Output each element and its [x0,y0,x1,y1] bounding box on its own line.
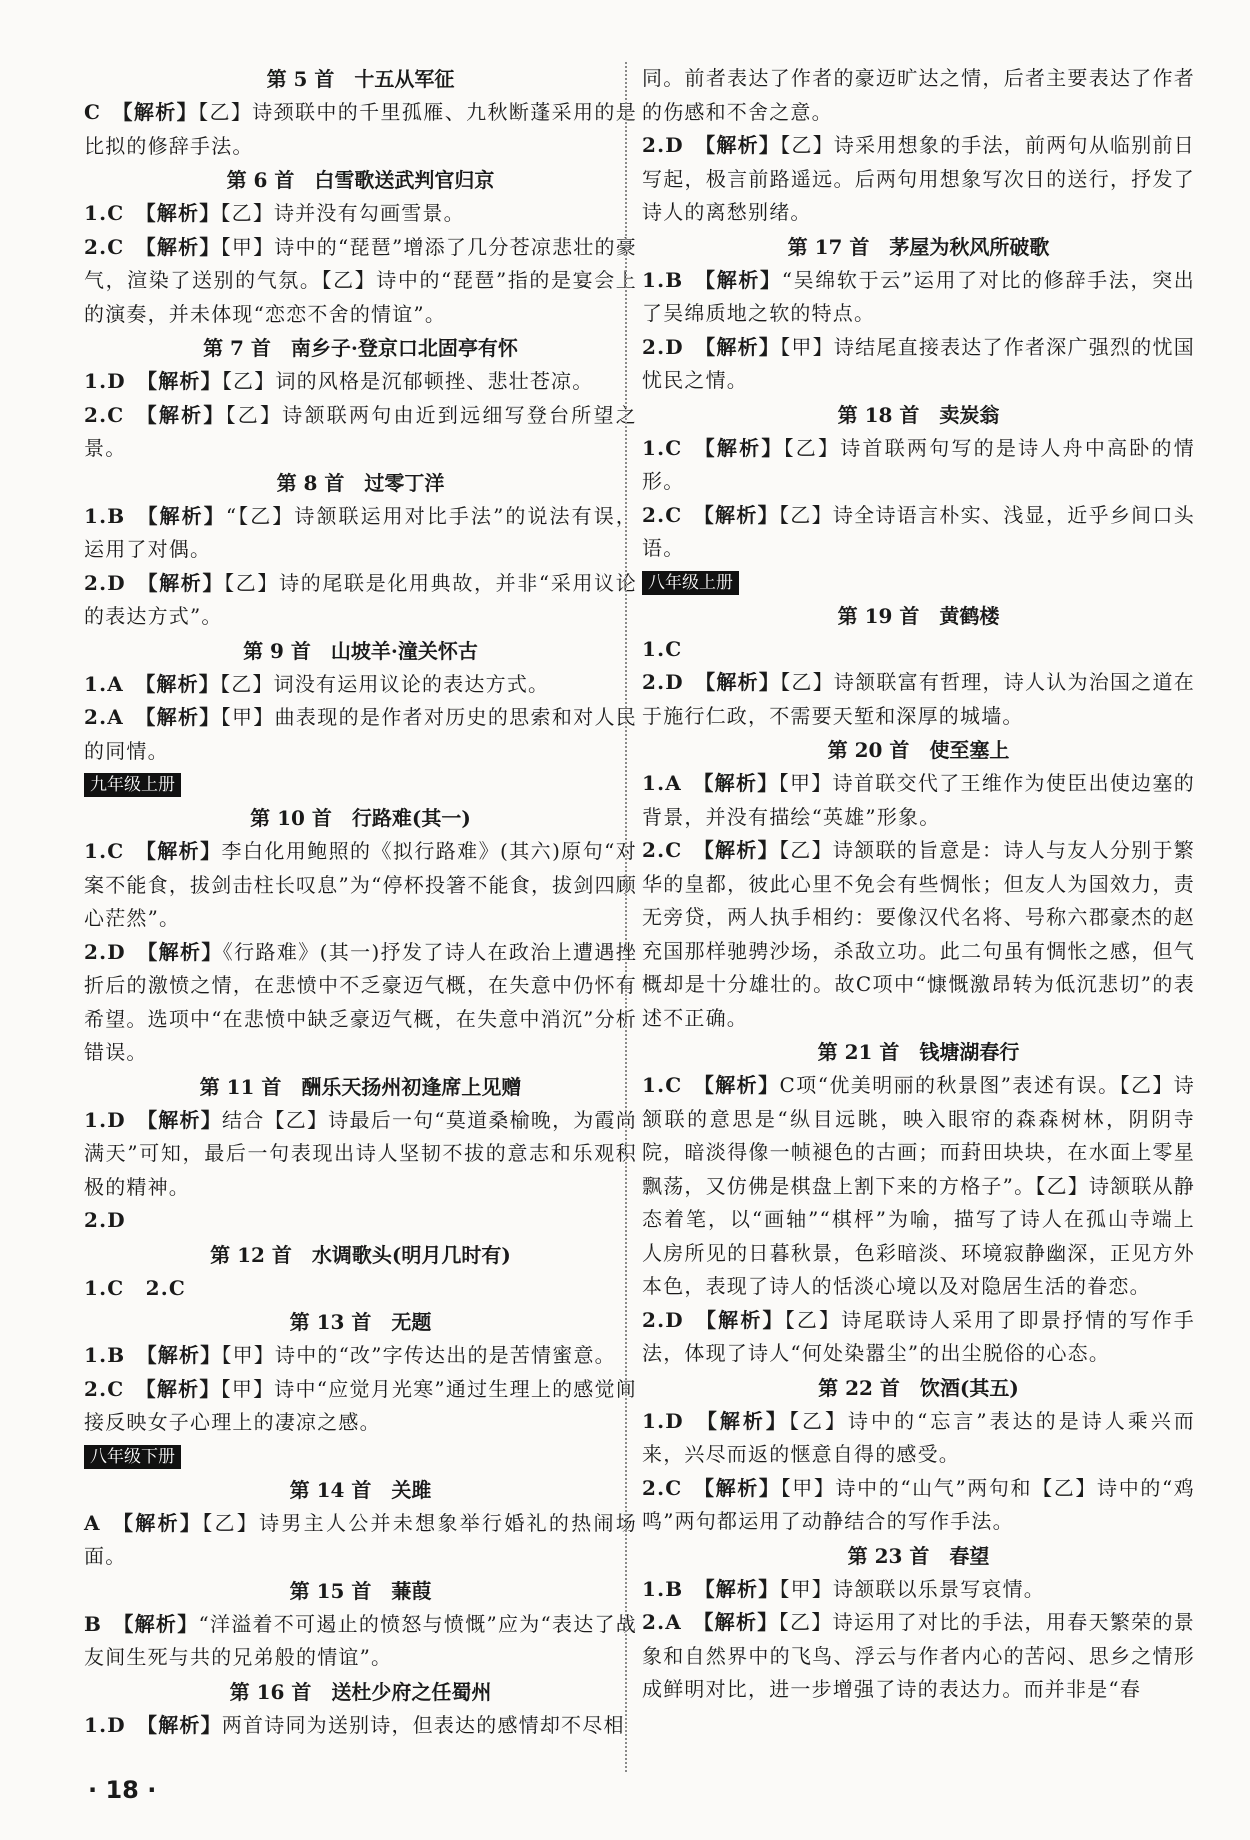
answer-number: 2.C [642,1475,683,1500]
answer-item [84,399,637,466]
answer-item [642,1069,1195,1304]
answer-number: 1.B [642,267,684,292]
answer-number: 2.D [642,133,684,157]
column-divider [625,62,627,1772]
answer-number: 2.C [84,402,125,427]
answer-item [642,1304,1195,1371]
answer-text: 《行路难》(其一)抒发了诗人在政治上遭遇挫折后的激愤之情，在悲愤中不乏豪迈气概，在失意中仍怀有希望。选项中“在悲愤中缺乏豪迈气概，在失意中消沉”分析错误。 [84,939,637,1064]
answer-text: 【甲】诗颔联以乐景写哀情。 [779,1576,1046,1601]
answer-text: 同。前者表达了作者的豪迈旷达之情，后者主要表达了作者的伤感和不舍之意。 [642,66,1195,124]
answer-text: “吴绵软于云”运用了对比的修辞手法，突出了吴绵质地之软的特点。 [642,267,1195,325]
analysis-tag: 【解析】 [135,839,222,863]
analysis-tag: 【解析】 [693,771,779,795]
grade-label: 八年级下册 [84,1445,181,1469]
analysis-tag: 【解析】 [136,1343,222,1367]
answer-number: 2.C [84,1376,125,1401]
answer-item [84,668,637,702]
answer-number: 1.A [84,671,124,696]
answer-number: 2.D [642,334,684,359]
answer-item [84,936,637,1070]
answer-item [642,331,1195,398]
grade-section [642,566,1195,599]
page-number: · 18 · [88,1776,157,1804]
answer-number: C [84,100,102,124]
analysis-tag: 【解析】 [113,1611,199,1636]
answer-text: 【乙】诗并没有勾画雪景。 [220,201,465,225]
answer-number: 2.D [84,570,126,595]
answer-number: 2.C [84,234,125,259]
answer-item [642,1405,1195,1472]
answer-number: 2.D [642,1307,684,1332]
poem-heading: 第 16 首 送杜少府之任蜀州 [229,1679,492,1704]
poem-heading: 第 11 首 酬乐天扬州初逢席上见赠 [199,1074,522,1099]
analysis-tag: 【解析】 [136,503,226,528]
answer-number: 1.B [84,503,126,528]
answer-text: 【乙】诗颔联富有哲理，诗人认为治国之道在于施行仁政，不需要天堑和深厚的城墙。 [642,670,1195,728]
answer-number: 2.D [84,1208,126,1232]
answer-item [84,1339,637,1373]
answer-item [84,231,637,332]
answer-text: 【乙】词没有运用议论的表达方式。 [220,671,550,696]
analysis-tag: 【解析】 [694,1576,780,1601]
analysis-tag: 【解析】 [137,369,222,393]
grade-label: 八年级上册 [642,571,739,595]
answer-item [642,767,1195,834]
answer-text: 【乙】诗尾联诗人采用了即景抒情的写作手法，体现了诗人“何处染嚣尘”的出尘脱俗的心态。 [642,1307,1195,1365]
answer-number: 1.C [84,201,125,225]
answer-number: 1.D [84,369,126,393]
answer-number: 2.A [84,705,124,729]
answer-item [642,666,1195,733]
analysis-tag: 【解析】 [695,1307,785,1332]
answer-item [642,499,1195,566]
answer-text: 【甲】诗首联交代了王维作为使臣出使边塞的背景，并没有描绘“英雄”形象。 [642,771,1195,829]
answer-text: 结合【乙】诗最后一句“莫道桑榆晚，为霞尚满天”可知，最后一句表现出诗人坚韧不拔的意志和乐观积极的精神。 [84,1107,637,1199]
answer-text: 【乙】诗颔联的旨意是：诗人与友人分别于繁华的皇都，彼此心里不免会有些惆怅；但友人为国效力，责无旁贷，两人执手相约：要像汉代名将、号称六郡豪杰的赵充国那样驰骋沙场，杀敌立功。此二句虽有惆怅之感，但气概却是十分雄壮的。故C项中“慷慨激昂转为低沉悲切”的表述不正确。 [642,838,1195,1030]
answer-number: 1.A [642,771,682,795]
poem-heading: 第 8 首 过零丁洋 [276,470,445,495]
poem-heading: 第 20 首 使至塞上 [827,738,1010,762]
answer-number: 1.C [84,839,125,863]
answer-text: C项“优美明丽的秋景图”表述有误。【乙】诗颔联的意思是“纵目远眺，映入眼帘的森森树林，阴阴寺院，暗淡得像一帧褪色的古画；而葑田块块，在水面上零星飘荡，又仿佛是棋盘上割下来的方格子”。【乙】诗颔联从静态着笔，以“画轴”“棋枰”为喻，描写了诗人在孤山寺端上人房所见的日暮秋景，色彩暗淡、环境寂静幽深，正见方外本色，表现了诗人的恬淡心境以及对隐居生活的眷恋。 [642,1073,1195,1298]
poem-heading: 第 22 首 饮酒(其五) [818,1375,1019,1400]
analysis-tag: 【解析】 [695,670,781,694]
analysis-tag: 【解析】 [112,100,199,124]
answer-item [84,701,637,768]
answer-number: 2.D [84,939,126,964]
poem-heading: 第 15 首 蒹葭 [289,1578,432,1603]
answer-number: 1.C [642,1073,683,1097]
answer-text: 【乙】诗颈联中的千里孤雁、九秋断蓬采用的是比拟的修辞手法。 [84,100,637,158]
poem-heading: 第 5 首 十五从军征 [266,67,455,91]
answer-number: 1.D [84,1107,126,1132]
answer-number: 1.C [642,636,683,661]
analysis-tag: 【解析】 [693,1073,780,1097]
answer-item [84,1104,637,1205]
analysis-tag: 【解析】 [694,267,782,292]
analysis-tag: 【解析】 [693,838,779,862]
grade-label: 九年级上册 [84,773,181,797]
poem-heading: 第 12 首 水调歌头(明月几时有) [210,1242,511,1267]
answer-item [642,1573,1195,1607]
answer-number: 1.B [84,1343,126,1367]
answer-item [642,1606,1195,1707]
answer-item [84,500,637,567]
grade-section [84,1440,637,1473]
answer-text: 【乙】诗中的“忘言”表达的是诗人乘兴而来，兴尽而返的惬意自得的感受。 [642,1408,1195,1466]
answer-item [642,129,1195,230]
answer-item [642,633,1195,667]
answer-item [84,567,637,634]
answer-number: B [84,1611,103,1636]
answer-text: “【乙】诗颔联运用对比手法”的说法有误，运用了对偶。 [84,503,637,561]
answer-item [642,1472,1195,1539]
answer-number: 2.D [642,670,684,694]
poem-heading: 第 19 首 黄鹤楼 [837,603,1000,628]
answer-text: 【乙】诗的尾联是化用典故，并非“采用议论的表达方式”。 [84,570,637,628]
answer-item [84,1272,637,1306]
analysis-tag: 【解析】 [693,1475,781,1500]
poem-heading: 第 14 首 关雎 [289,1477,432,1502]
answer-item [84,1204,637,1238]
answer-text: 【乙】诗运用了对比的手法，用春天繁荣的景象和自然界中的飞鸟、浮云与作者内心的苦闷、思乡之情形成鲜明对比，进一步增强了诗的表达力。而并非是“春 [642,1610,1195,1701]
right-column [642,62,1195,1707]
answer-text: 【乙】诗男主人公并未想象举行婚礼的热闹场面。 [84,1510,637,1568]
answer-text: “洋溢着不可遏止的愤怒与愤慨”应为“表达了战友间生死与共的兄弟般的情谊”。 [84,1611,637,1669]
answer-item [642,432,1195,499]
answer-text: 【甲】诗中的“山气”两句和【乙】诗中的“鸡鸣”两句都运用了动静结合的写作手法。 [642,1475,1195,1533]
poem-heading: 第 18 首 卖炭翁 [837,402,1000,427]
answer-item [84,1507,637,1574]
answer-item [642,264,1195,331]
answer-text: 【甲】曲表现的是作者对历史的思索和对人民的同情。 [84,705,637,763]
answer-number: 2.A [642,1610,682,1634]
answer-number: 2.C [642,838,683,862]
poem-heading: 第 23 首 春望 [847,1543,990,1568]
analysis-tag: 【解析】 [693,435,784,460]
poem-heading: 第 7 首 南乡子·登京口北固亭有怀 [203,336,518,360]
answer-number: 1.C [642,435,683,460]
answer-text: 【乙】诗颔联两句由近到远细写登台所望之景。 [84,402,637,460]
poem-heading: 第 21 首 钱塘湖春行 [817,1040,1020,1064]
poem-heading: 第 17 首 茅屋为秋风所破歌 [787,234,1050,259]
answer-text: 【甲】诗结尾直接表达了作者深广强烈的忧国忧民之情。 [642,334,1195,392]
analysis-tag: 【解析】 [135,234,221,259]
answer-text: 【乙】诗采用想象的手法，前两句从临别前日写起，极言前路遥远。后两句用想象写次日的送行，抒发了诗人的离愁别绪。 [642,133,1195,224]
analysis-tag: 【解析】 [695,133,781,157]
poem-heading: 第 13 首 无题 [289,1310,432,1334]
answer-text: 两首诗同为送别诗，但表达的感情却不尽相 [221,1712,625,1737]
analysis-tag: 【解析】 [135,201,221,225]
poem-heading: 第 10 首 行路难(其一) [250,806,471,830]
analysis-tag: 【解析】 [695,1408,789,1433]
analysis-tag: 【解析】 [137,1712,222,1737]
analysis-tag: 【解析】 [137,1107,223,1132]
analysis-tag: 【解析】 [135,671,221,696]
answer-item [642,62,1195,129]
answer-text: 【甲】诗中“应觉月光寒”通过生理上的感觉间接反映女子心理上的凄凉之感。 [84,1376,637,1434]
answer-number: 1.D [84,1712,126,1737]
analysis-tag: 【解析】 [135,402,226,427]
answer-item [84,1608,637,1675]
answer-item [84,197,637,231]
answer-number: 1.B [642,1576,684,1601]
left-column [84,62,637,1742]
answer-number: A [84,1510,101,1535]
answer-number: 1.C 2.C [84,1275,186,1300]
answer-item [642,834,1195,1035]
analysis-tag: 【解析】 [693,502,779,527]
analysis-tag: 【解析】 [135,1376,221,1401]
answer-text: 【甲】诗中的“改”字传达出的是苦情蜜意。 [221,1343,616,1367]
answer-number: 2.C [642,502,683,527]
answer-item [84,835,637,936]
answer-number: 1.D [642,1408,684,1433]
analysis-tag: 【解析】 [693,1610,779,1634]
analysis-tag: 【解析】 [137,570,225,595]
answer-item [84,96,637,163]
answer-item [84,1373,637,1440]
analysis-tag: 【解析】 [111,1510,203,1535]
answer-text: 【乙】词的风格是沉郁顿挫、悲壮苍凉。 [221,369,594,393]
answer-item [84,1709,637,1743]
poem-heading: 第 9 首 山坡羊·潼关怀古 [243,638,478,663]
answer-text: 【乙】诗全诗语言朴实、浅显，近乎乡间口头语。 [642,502,1195,560]
poem-heading: 第 6 首 白雪歌送武判官归京 [226,168,495,192]
grade-section [84,768,637,801]
answer-text: 【甲】诗中的“琵琶”增添了几分苍凉悲壮的豪气，渲染了送别的气氛。【乙】诗中的“琵琶”指的是宴会上的演奏，并未体现“恋恋不舍的情谊”。 [84,234,637,326]
analysis-tag: 【解析】 [135,705,221,729]
analysis-tag: 【解析】 [695,334,781,359]
analysis-tag: 【解析】 [137,939,223,964]
answer-item [84,365,637,399]
answer-text: 【乙】诗首联两句写的是诗人舟中高卧的情形。 [642,435,1195,493]
answer-text: 李白化用鲍照的《拟行路难》(其六)原句“对案不能食，拔剑击柱长叹息”为“停杯投箸不能食，拔剑四顾心茫然”。 [84,839,637,930]
